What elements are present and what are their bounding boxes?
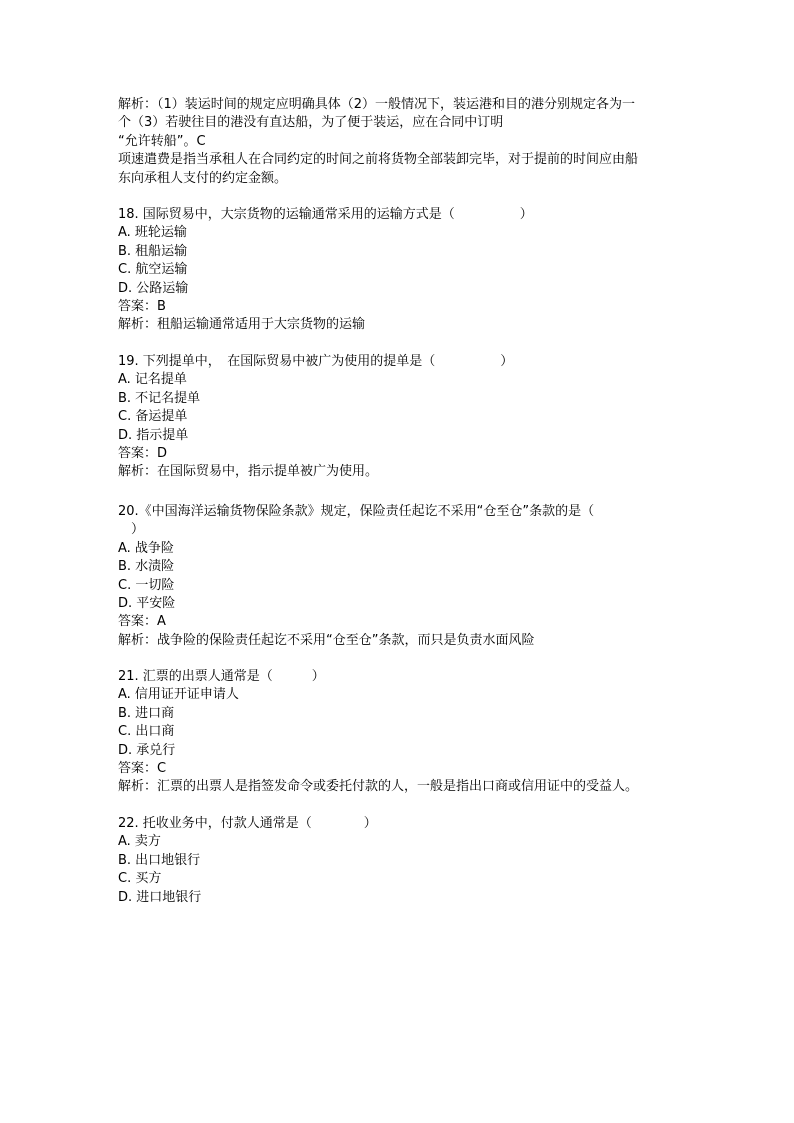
option-d: D. 指示提单 bbox=[118, 427, 189, 443]
option-c: C. 一切险 bbox=[118, 577, 175, 593]
option-d: D. 承兑行 bbox=[118, 742, 176, 758]
option-d: D. 公路运输 bbox=[118, 280, 189, 296]
question-text: 18. 国际贸易中，大宗货物的运输通常采用的运输方式是（ ） bbox=[118, 207, 533, 222]
option-b: B. 租船运输 bbox=[118, 243, 188, 259]
question-text: 22. 托收业务中，付款人通常是（ ） bbox=[118, 816, 377, 831]
option-a: A. 卖方 bbox=[118, 834, 161, 850]
question-22 bbox=[118, 815, 678, 907]
answer: 答案：C bbox=[118, 760, 167, 776]
option-b: B. 进口商 bbox=[118, 705, 175, 721]
analysis: 解析：汇票的出票人是指签发命令或委托付款的人，一般是指出口商或信用证中的受益人。 bbox=[118, 779, 639, 795]
option-b: B. 出口地银行 bbox=[118, 852, 201, 868]
option-a: A. 信用证开证申请人 bbox=[118, 687, 239, 703]
option-b: B. 水渍险 bbox=[118, 559, 175, 575]
option-d: D. 平安险 bbox=[118, 595, 176, 611]
question-20 bbox=[118, 503, 678, 650]
answer: 答案：A bbox=[118, 614, 166, 630]
option-b: B. 不记名提单 bbox=[118, 390, 201, 406]
question-text: 19. 下列提单中， 在国际贸易中被广为使用的提单是（ ） bbox=[118, 354, 514, 369]
intro-line: 东向承租人支付的约定金额。 bbox=[118, 170, 288, 186]
analysis: 解析：战争险的保险责任起讫不采用“仓至仓”条款，而只是负责水面风险 bbox=[118, 632, 535, 648]
option-a: A. 记名提单 bbox=[118, 372, 187, 388]
intro-line: 个（3）若驶往目的港没有直达船，为了便于装运，应在合同中订明 bbox=[118, 115, 504, 131]
intro-analysis bbox=[118, 96, 678, 188]
option-c: C. 航空运输 bbox=[118, 262, 188, 278]
question-19 bbox=[118, 353, 678, 482]
option-c: C. 出口商 bbox=[118, 724, 175, 740]
question-18 bbox=[118, 206, 678, 335]
intro-line: “允许转船”。C bbox=[118, 133, 206, 149]
answer: 答案：D bbox=[118, 445, 168, 461]
question-text: 20.《中国海洋运输货物保险条款》规定，保险责任起讫不采用“仓至仓”条款的是（ bbox=[118, 504, 595, 519]
analysis: 解析：租船运输通常适用于大宗货物的运输 bbox=[118, 317, 366, 333]
answer: 答案：B bbox=[118, 298, 166, 314]
option-d: D. 进口地银行 bbox=[118, 889, 202, 905]
option-a: A. 班轮运输 bbox=[118, 225, 187, 241]
intro-line: 解析：（1）装运时间的规定应明确具体（2）一般情况下，装运港和目的港分别规定各为一 bbox=[118, 97, 636, 112]
question-text: 21. 汇票的出票人通常是（ ） bbox=[118, 669, 325, 684]
question-21 bbox=[118, 668, 678, 797]
intro-line: 项速遣费是指当承租人在合同约定的时间之前将货物全部装卸完毕，对于提前的时间应由船 bbox=[118, 152, 639, 168]
option-a: A. 战争险 bbox=[118, 540, 174, 556]
analysis: 解析：在国际贸易中，指示提单被广为使用。 bbox=[118, 464, 379, 480]
option-c: C. 备运提单 bbox=[118, 409, 188, 425]
question-text-cont: ） bbox=[118, 522, 145, 538]
option-c: C. 买方 bbox=[118, 871, 162, 887]
